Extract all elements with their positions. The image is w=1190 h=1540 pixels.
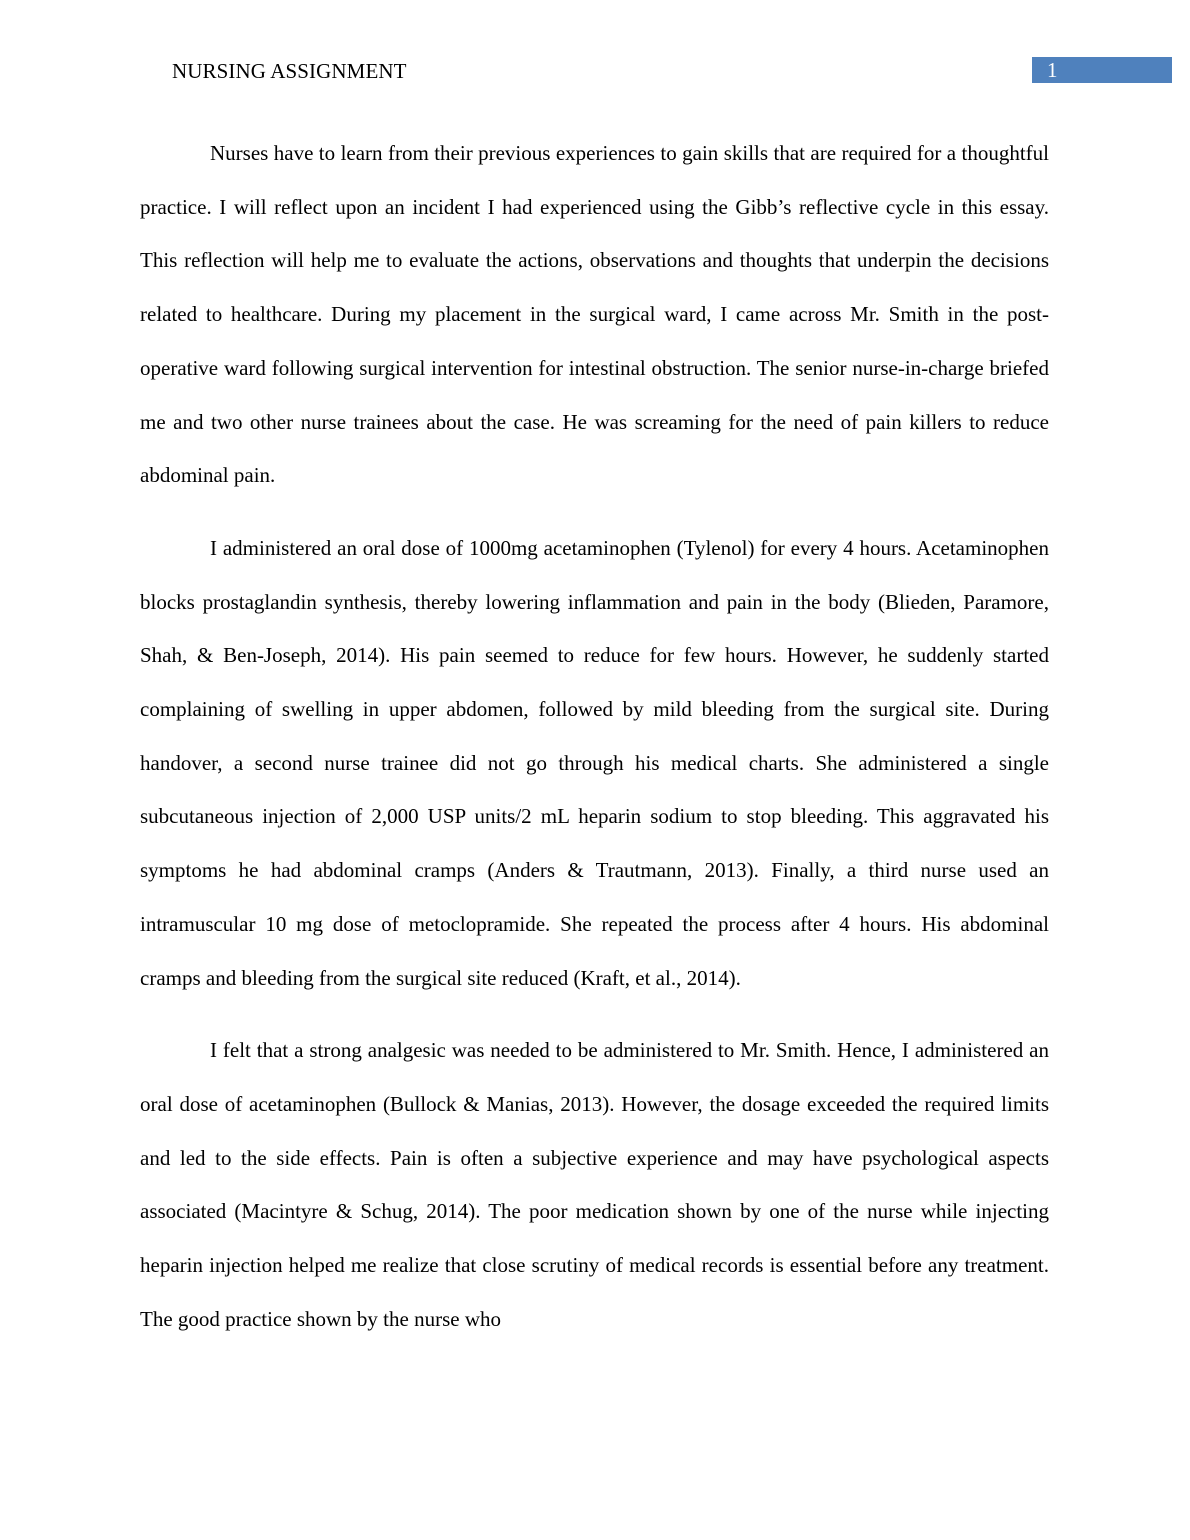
running-head: NURSING ASSIGNMENT [172, 59, 407, 83]
page-header [0, 0, 1190, 100]
paragraph-1: Nurses have to learn from their previous experiences to gain skills that are required for a thoughtful practice. I will reflect upon an incident I had experienced using the Gibb’s reflective cycle in this essay. This reflection will help me to evaluate the actions, observations and thoughts that underpin the decisions related to healthcare. During my placement in the surgical ward, I came across Mr. Smith in the post-operative ward following surgical intervention for intestinal obstruction. The senior nurse-in-charge briefed me and two other nurse trainees about the case. He was screaming for the need of pain killers to reduce abdominal pain. [140, 141, 1049, 488]
document-body [140, 127, 1049, 1365]
paragraph-3: I felt that a strong analgesic was needed to be administered to Mr. Smith. Hence, I administered an oral dose of acetaminophen (Bullock & Manias, 2013). However, the dosage exceeded the required limits and led to the side effects. Pain is often a subjective experience and may have psychological aspects associated (Macintyre & Schug, 2014). The poor medication shown by one of the nurse while injecting heparin injection helped me realize that close scrutiny of medical records is essential before any treatment. The good practice shown by the nurse who [140, 1038, 1049, 1331]
paragraph-2: I administered an oral dose of 1000mg acetaminophen (Tylenol) for every 4 hours. Acetaminophen blocks prostaglandin synthesis, thereby lowering inflammation and pain in the body (Blieden, Paramore, Shah, & Ben-Joseph, 2014). His pain seemed to reduce for few hours. However, he suddenly started complaining of swelling in upper abdomen, followed by mild bleeding from the surgical site. During handover, a second nurse trainee did not go through his medical charts. She administered a single subcutaneous injection of 2,000 USP units/2 mL heparin sodium to stop bleeding. This aggravated his symptoms he had abdominal cramps (Anders & Trautmann, 2013). Finally, a third nurse used an intramuscular 10 mg dose of metoclopramide. She repeated the process after 4 hours. His abdominal cramps and bleeding from the surgical site reduced (Kraft, et al., 2014). [140, 535, 1049, 990]
page-number-box [1032, 57, 1172, 83]
page-number: 1 [1047, 58, 1058, 82]
